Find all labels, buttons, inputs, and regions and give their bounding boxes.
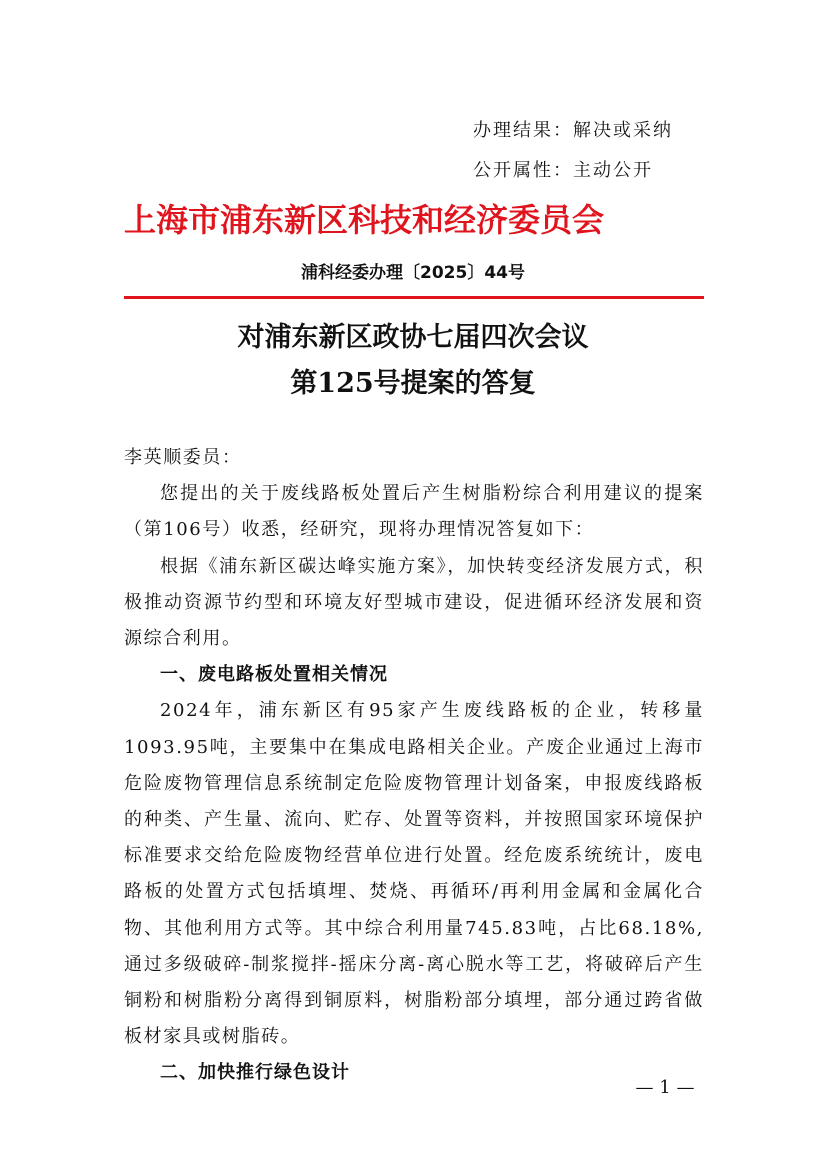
red-divider (124, 296, 704, 299)
page-number: — 1 — (635, 1077, 695, 1098)
document-title-line-1: 对浦东新区政协七届四次会议 (237, 322, 589, 353)
publicity-attribute: 公开属性：主动公开 (473, 160, 653, 181)
document-title-line-2: 第125号提案的答复 (290, 368, 536, 399)
document-number: 浦科经委办理〔2025〕44号 (301, 263, 525, 283)
handling-result: 办理结果：解决或采纳 (473, 120, 673, 141)
section-heading: 一、废电路板处置相关情况 (160, 664, 388, 686)
body-paragraph: 2024年，浦东新区有95家产生废线路板的企业，转移量1093.95吨，主要集中在集成电路相关企业。产废企业通过上海市危险废物管理信息系统制定危险废物管理计划备案，申报废线路板的种类、产生量、流向、贮存、处置等资料，并按照国家环境保护标准要求交给危险废物经营单位进行处置。经危废系统统计，废电路板的处置方式包括填埋、焚烧、再循环/再利用金属和金属化合物、其他利用方式等。其中综合利用量745.83吨，占比68.18%,通过多级破碎-制浆搅拌-摇床分离-离心脱水等工艺，将破碎后产生铜粉和树脂粉分离得到铜原料，树脂粉部分填埋，部分通过跨省做板材家具或树脂砖。 (124, 700, 704, 1048)
issuing-organization: 上海市浦东新区科技和经济委员会 (124, 201, 605, 239)
salutation: 李英顺委员： (124, 447, 242, 468)
body-paragraph: 您提出的关于废线路板处置后产生树脂粉综合利用建议的提案（第106号）收悉，经研究，现将办理情况答复如下： (124, 483, 704, 541)
body-paragraph: 根据《浦东新区碳达峰实施方案》，加快转变经济发展方式，积极推动资源节约型和环境友好型城市建设，促进循环经济发展和资源综合利用。 (124, 555, 704, 650)
section-heading: 二、加快推行绿色设计 (160, 1062, 350, 1084)
document-body (124, 440, 704, 1092)
